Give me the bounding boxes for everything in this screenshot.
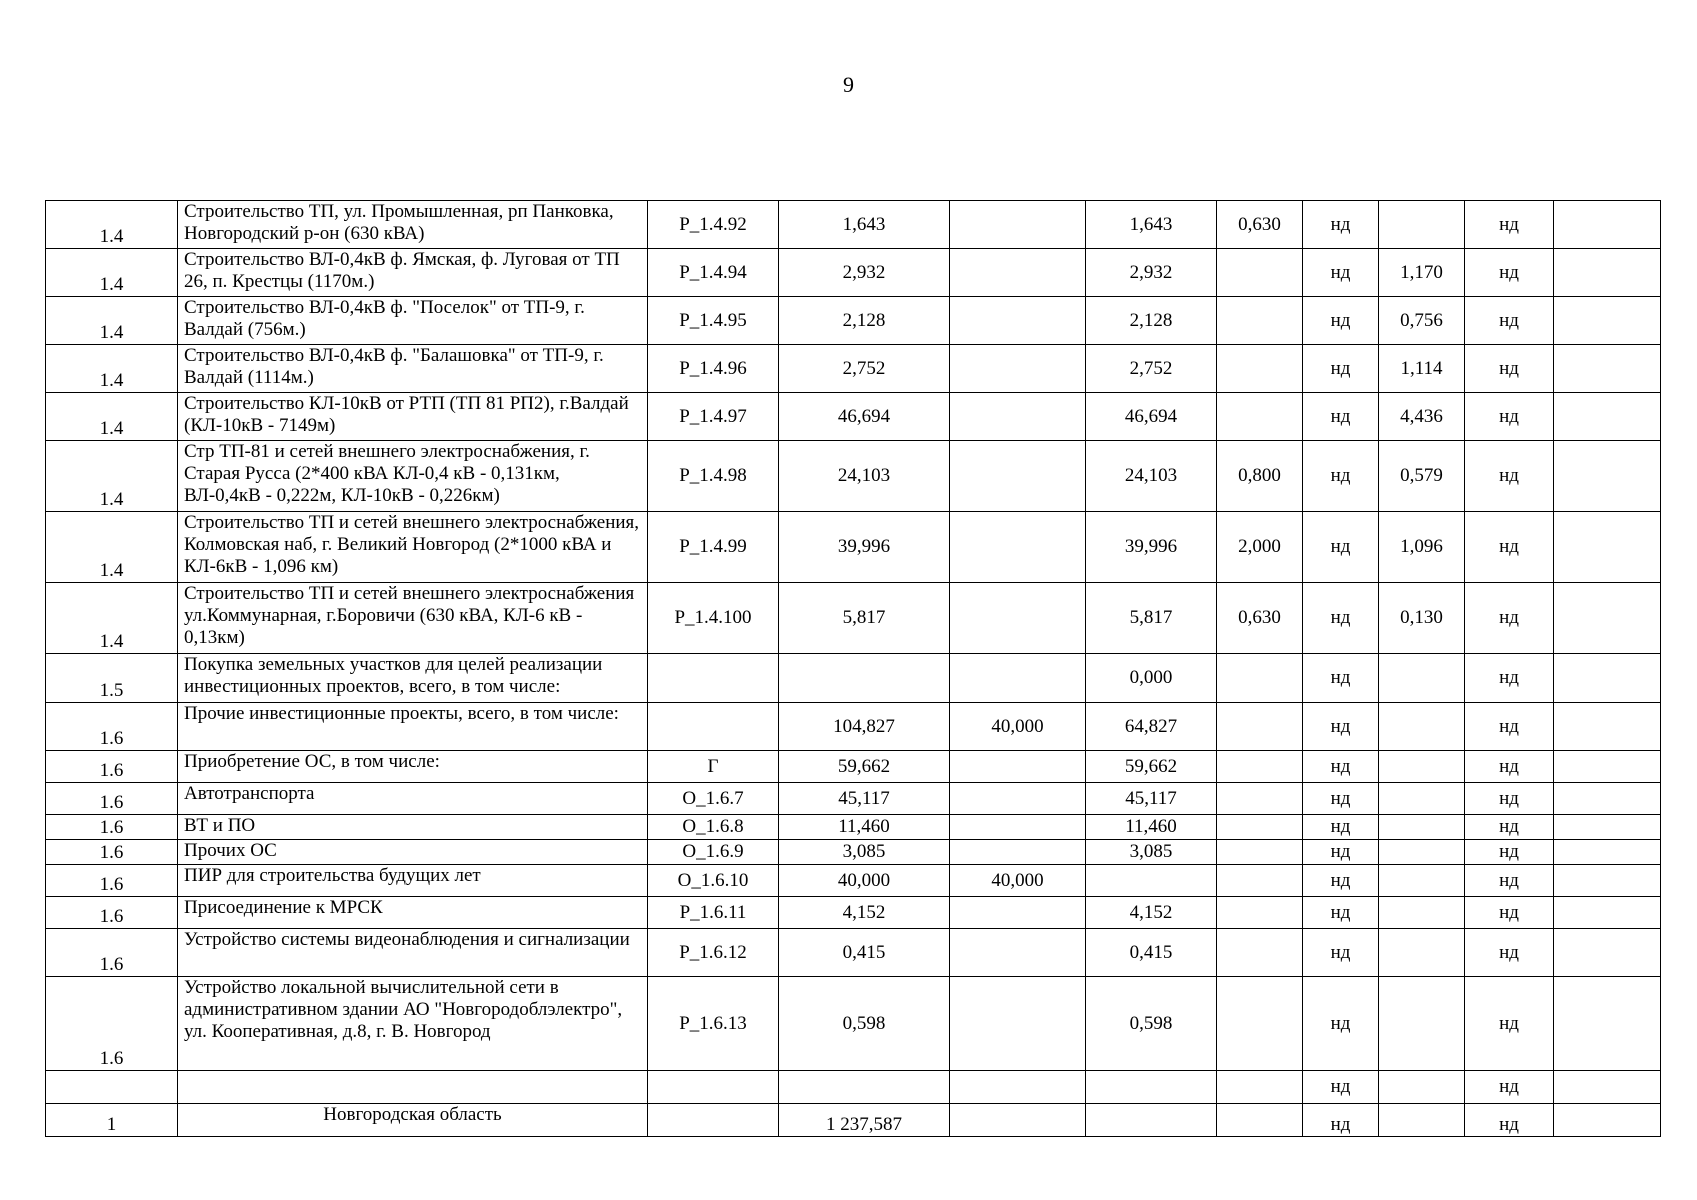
row-col9 [1379,1104,1465,1137]
row-col5: 40,000 [950,703,1086,751]
row-col9 [1379,783,1465,815]
row-name: Присоединение к МРСК [178,897,648,929]
row-number: 1.4 [46,393,178,441]
table-row [46,1071,1661,1104]
row-col6: 59,662 [1086,751,1217,783]
row-col6: 45,117 [1086,783,1217,815]
row-total: 0,415 [779,929,950,977]
row-col11 [1554,815,1661,840]
row-name: ПИР для строительства будущих лет [178,865,648,897]
row-number: 1.6 [46,815,178,840]
table-row [46,703,1661,751]
row-col6: 1,643 [1086,201,1217,249]
table-body [46,201,1661,1137]
table-row [46,512,1661,583]
row-col7 [1217,1104,1303,1137]
row-col9: 0,579 [1379,441,1465,512]
row-number: 1.5 [46,654,178,703]
row-col7 [1217,815,1303,840]
row-col8: нд [1303,783,1379,815]
row-code: O_1.6.9 [648,840,779,865]
row-name: Строительство ТП и сетей внешнего электроснабжения, Колмовская наб, г. Великий Новгород (2*1000 кВА и КЛ-6кВ - 1,096 км) [178,512,648,583]
row-col5 [950,201,1086,249]
row-col11 [1554,297,1661,345]
row-col5 [950,929,1086,977]
row-name: Прочих ОС [178,840,648,865]
row-code: P_1.4.94 [648,249,779,297]
row-number: 1.4 [46,441,178,512]
row-col6: 2,932 [1086,249,1217,297]
row-col11 [1554,441,1661,512]
row-col6: 64,827 [1086,703,1217,751]
row-col9: 1,170 [1379,249,1465,297]
row-col10: нд [1465,654,1554,703]
row-col9: 1,114 [1379,345,1465,393]
table-row [46,583,1661,654]
row-col10: нд [1465,783,1554,815]
row-total: 2,128 [779,297,950,345]
row-code: P_1.4.98 [648,441,779,512]
row-col8: нд [1303,751,1379,783]
row-code: P_1.6.13 [648,977,779,1071]
row-col7: 0,630 [1217,201,1303,249]
row-code: P_1.4.100 [648,583,779,654]
row-name: Строительство ВЛ-0,4кВ ф. Ямская, ф. Луговая от ТП 26, п. Крестцы (1170м.) [178,249,648,297]
row-code [648,1104,779,1137]
row-col7 [1217,654,1303,703]
row-col11 [1554,703,1661,751]
row-number: 1.4 [46,249,178,297]
row-col7 [1217,840,1303,865]
row-col11 [1554,929,1661,977]
row-col6 [1086,1104,1217,1137]
row-col10: нд [1465,840,1554,865]
row-col9 [1379,703,1465,751]
row-col8: нд [1303,840,1379,865]
row-col11 [1554,201,1661,249]
row-col8: нд [1303,977,1379,1071]
row-col5 [950,393,1086,441]
row-col8: нд [1303,703,1379,751]
row-col7 [1217,703,1303,751]
row-col10: нд [1465,865,1554,897]
row-total: 59,662 [779,751,950,783]
row-name: Приобретение ОС, в том числе: [178,751,648,783]
row-col6 [1086,1071,1217,1104]
row-total: 11,460 [779,815,950,840]
row-col10: нд [1465,297,1554,345]
row-col8: нд [1303,654,1379,703]
row-code: P_1.4.99 [648,512,779,583]
row-total: 2,752 [779,345,950,393]
row-col6: 46,694 [1086,393,1217,441]
table-row [46,345,1661,393]
row-col8: нд [1303,512,1379,583]
row-col5 [950,654,1086,703]
row-col5 [950,783,1086,815]
row-col8: нд [1303,297,1379,345]
row-number: 1.6 [46,703,178,751]
row-col6 [1086,865,1217,897]
row-col8: нд [1303,1104,1379,1137]
row-col6: 39,996 [1086,512,1217,583]
table-row [46,897,1661,929]
row-code [648,654,779,703]
row-number: 1.6 [46,840,178,865]
row-total: 4,152 [779,897,950,929]
table-row [46,393,1661,441]
row-name: Прочие инвестиционные проекты, всего, в том числе: [178,703,648,751]
row-col7: 0,630 [1217,583,1303,654]
row-col5 [950,583,1086,654]
row-col9: 0,756 [1379,297,1465,345]
row-name: Строительство КЛ-10кВ от РТП (ТП 81 РП2), г.Валдай (КЛ-10кВ - 7149м) [178,393,648,441]
row-total: 40,000 [779,865,950,897]
row-col6: 3,085 [1086,840,1217,865]
table-row [46,783,1661,815]
row-number: 1.4 [46,512,178,583]
row-col8: нд [1303,865,1379,897]
row-code: Г [648,751,779,783]
row-col7 [1217,249,1303,297]
row-name: Устройство системы видеонаблюдения и сигнализации [178,929,648,977]
row-col10: нд [1465,1104,1554,1137]
row-col10: нд [1465,583,1554,654]
row-col8: нд [1303,583,1379,654]
table-row [46,441,1661,512]
row-col6: 0,000 [1086,654,1217,703]
row-col8: нд [1303,201,1379,249]
table-row [46,865,1661,897]
row-name: Строительство ВЛ-0,4кВ ф. "Балашовка" от ТП-9, г. Валдай (1114м.) [178,345,648,393]
row-total: 45,117 [779,783,950,815]
row-col9 [1379,815,1465,840]
row-col7 [1217,297,1303,345]
row-col8: нд [1303,929,1379,977]
row-col8: нд [1303,815,1379,840]
row-col9 [1379,654,1465,703]
row-col7 [1217,929,1303,977]
row-name: Устройство локальной вычислительной сети в административном здании АО "Новгородоблэлектро", ул. Кооперативная, д.8, г. В. Новгород [178,977,648,1071]
row-name: Строительство ВЛ-0,4кВ ф. "Поселок" от ТП-9, г. Валдай (756м.) [178,297,648,345]
row-col11 [1554,783,1661,815]
row-col7 [1217,751,1303,783]
row-col6: 2,752 [1086,345,1217,393]
row-code: O_1.6.8 [648,815,779,840]
row-number: 1.6 [46,929,178,977]
row-total: 2,932 [779,249,950,297]
row-col7 [1217,1071,1303,1104]
row-number: 1.6 [46,751,178,783]
row-col9 [1379,840,1465,865]
row-col5 [950,840,1086,865]
row-code: P_1.6.11 [648,897,779,929]
row-col11 [1554,393,1661,441]
row-col11 [1554,249,1661,297]
row-col9 [1379,751,1465,783]
row-col7 [1217,977,1303,1071]
table-row [46,654,1661,703]
row-col11 [1554,897,1661,929]
row-col6: 5,817 [1086,583,1217,654]
row-col11 [1554,654,1661,703]
row-total [779,1071,950,1104]
table-row [46,751,1661,783]
row-name [178,1071,648,1104]
row-total: 1 237,587 [779,1104,950,1137]
row-col5 [950,897,1086,929]
row-col10: нд [1465,441,1554,512]
investment-table [45,200,1661,1137]
row-number: 1.4 [46,583,178,654]
row-code: P_1.4.92 [648,201,779,249]
table-row [46,1104,1661,1137]
row-col5 [950,1071,1086,1104]
table-row [46,249,1661,297]
row-col5 [950,512,1086,583]
row-total: 39,996 [779,512,950,583]
row-col9: 1,096 [1379,512,1465,583]
row-col8: нд [1303,393,1379,441]
row-col5 [950,345,1086,393]
row-number: 1.6 [46,865,178,897]
row-code: P_1.4.95 [648,297,779,345]
row-number: 1.6 [46,897,178,929]
row-total [779,654,950,703]
row-col11 [1554,512,1661,583]
row-col5 [950,977,1086,1071]
row-col11 [1554,751,1661,783]
row-col8: нд [1303,1071,1379,1104]
table-row [46,929,1661,977]
row-col7 [1217,783,1303,815]
row-col11 [1554,865,1661,897]
row-col7 [1217,865,1303,897]
row-col10: нд [1465,1071,1554,1104]
row-col10: нд [1465,249,1554,297]
row-total: 0,598 [779,977,950,1071]
row-col9: 4,436 [1379,393,1465,441]
row-col11 [1554,977,1661,1071]
row-col6: 4,152 [1086,897,1217,929]
row-col10: нд [1465,977,1554,1071]
row-col7: 2,000 [1217,512,1303,583]
row-col5 [950,297,1086,345]
row-total: 1,643 [779,201,950,249]
row-col10: нд [1465,393,1554,441]
row-col6: 11,460 [1086,815,1217,840]
row-name: Новгородская область [178,1104,648,1137]
row-col10: нд [1465,897,1554,929]
row-name: Автотранспорта [178,783,648,815]
row-code: P_1.6.12 [648,929,779,977]
row-code: O_1.6.7 [648,783,779,815]
row-total: 5,817 [779,583,950,654]
row-col9 [1379,977,1465,1071]
table-row [46,815,1661,840]
row-name: Строительство ТП и сетей внешнего электроснабжения ул.Коммунарная, г.Боровичи (630 кВА, КЛ-6 кВ - 0,13км) [178,583,648,654]
row-number: 1.6 [46,977,178,1071]
row-col10: нд [1465,929,1554,977]
table-row [46,201,1661,249]
row-number: 1.6 [46,783,178,815]
row-col10: нд [1465,201,1554,249]
row-col10: нд [1465,703,1554,751]
row-col10: нд [1465,345,1554,393]
row-total: 3,085 [779,840,950,865]
row-code: P_1.4.96 [648,345,779,393]
row-col6: 0,598 [1086,977,1217,1071]
row-col9 [1379,865,1465,897]
row-col7 [1217,897,1303,929]
page-number: 9 [843,72,854,97]
row-col6: 2,128 [1086,297,1217,345]
row-col11 [1554,1104,1661,1137]
table-row [46,297,1661,345]
row-total: 46,694 [779,393,950,441]
row-col10: нд [1465,815,1554,840]
row-col9 [1379,897,1465,929]
row-name: Стр ТП-81 и сетей внешнего электроснабжения, г. Старая Русса (2*400 кВА КЛ-0,4 кВ - 0,131км, ВЛ-0,4кВ - 0,222м, КЛ-10кВ - 0,226км) [178,441,648,512]
row-col5 [950,751,1086,783]
row-code [648,703,779,751]
row-col9 [1379,929,1465,977]
row-number [46,1071,178,1104]
row-col7 [1217,393,1303,441]
row-col7: 0,800 [1217,441,1303,512]
row-col8: нд [1303,249,1379,297]
row-col8: нд [1303,897,1379,929]
row-col6: 24,103 [1086,441,1217,512]
row-number: 1 [46,1104,178,1137]
row-col8: нд [1303,441,1379,512]
row-col11 [1554,583,1661,654]
table-row [46,840,1661,865]
row-code: O_1.6.10 [648,865,779,897]
row-col5 [950,815,1086,840]
row-number: 1.4 [46,201,178,249]
row-col7 [1217,345,1303,393]
row-total: 104,827 [779,703,950,751]
row-total: 24,103 [779,441,950,512]
row-col5 [950,441,1086,512]
row-number: 1.4 [46,297,178,345]
row-col10: нд [1465,512,1554,583]
row-col9 [1379,201,1465,249]
row-col9 [1379,1071,1465,1104]
row-name: Строительство ТП, ул. Промышленная, рп Панковка, Новгородский р-он (630 кВА) [178,201,648,249]
row-name: Покупка земельных участков для целей реализации инвестиционных проектов, всего, в том числе: [178,654,648,703]
row-col10: нд [1465,751,1554,783]
row-code [648,1071,779,1104]
row-code: P_1.4.97 [648,393,779,441]
table-row [46,977,1661,1071]
row-col11 [1554,1071,1661,1104]
row-col11 [1554,345,1661,393]
row-col6: 0,415 [1086,929,1217,977]
row-name: ВТ и ПО [178,815,648,840]
row-col8: нд [1303,345,1379,393]
row-col9: 0,130 [1379,583,1465,654]
row-col5 [950,249,1086,297]
row-col5 [950,1104,1086,1137]
row-number: 1.4 [46,345,178,393]
row-col5: 40,000 [950,865,1086,897]
row-col11 [1554,840,1661,865]
